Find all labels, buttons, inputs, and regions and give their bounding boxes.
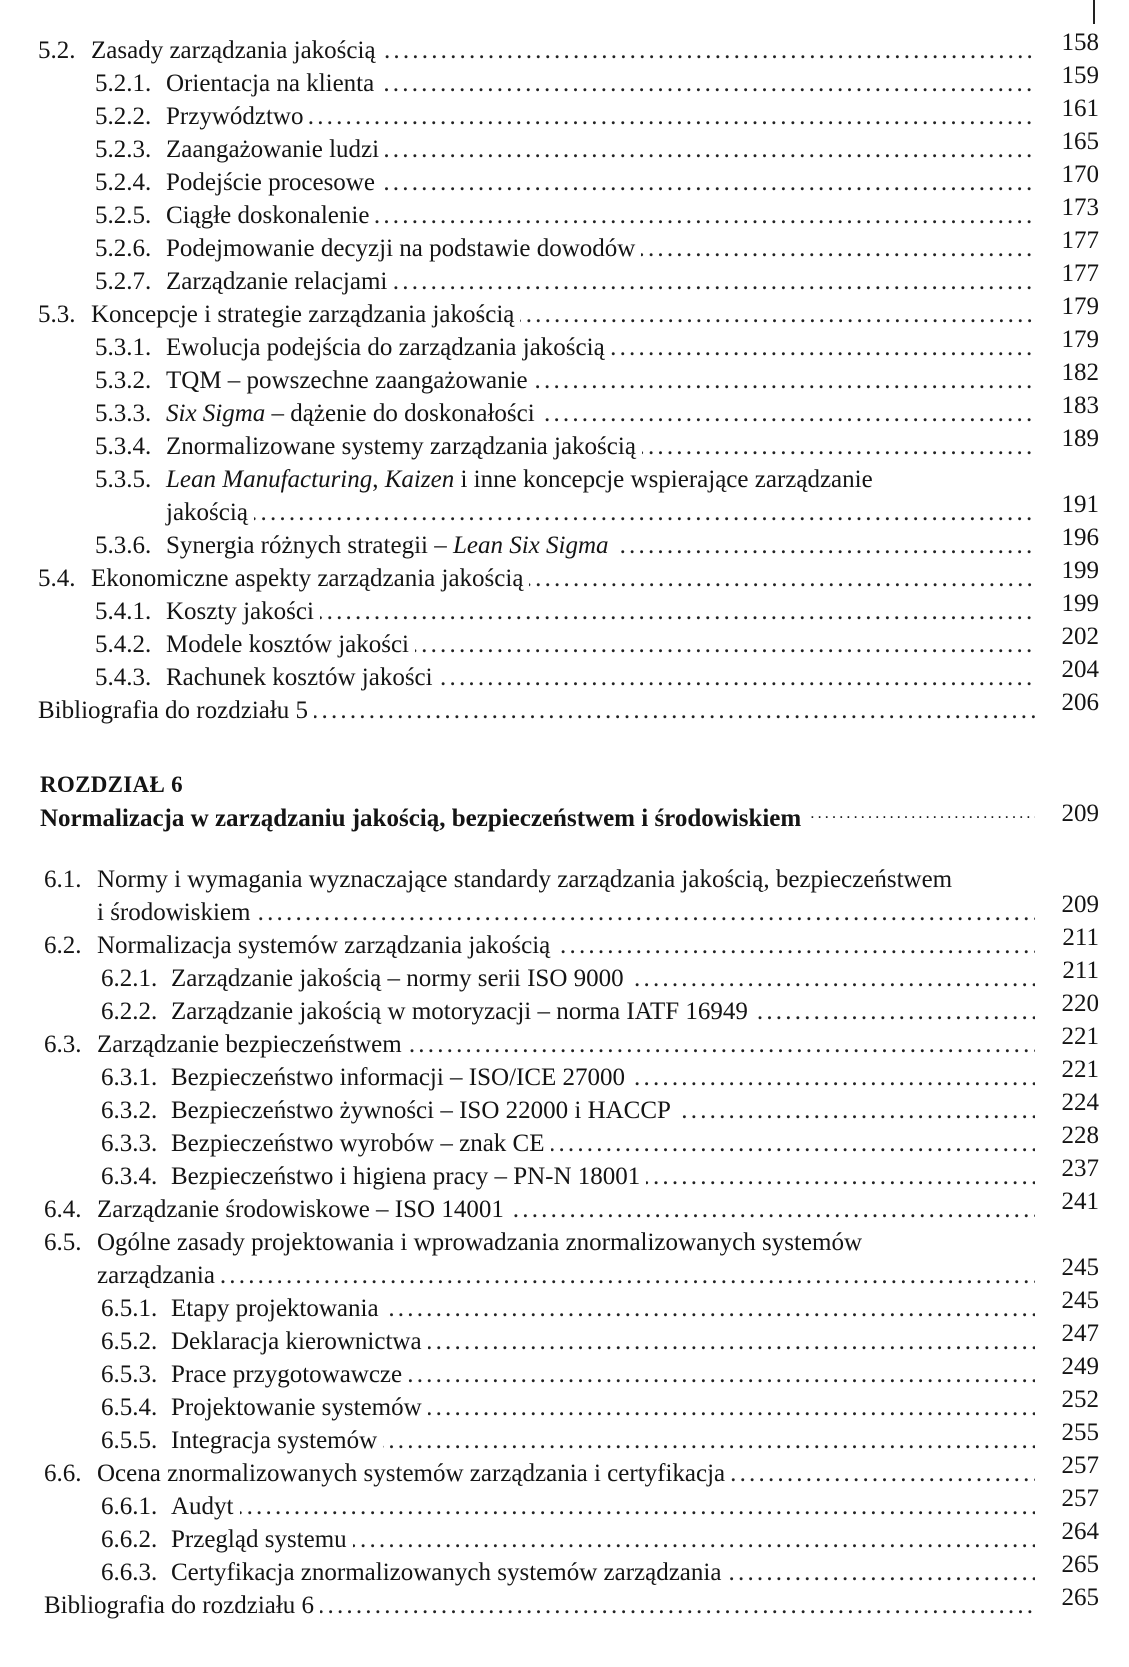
entry-title-continued: zarządzania [97, 1259, 221, 1292]
entry-title: Ekonomiczne aspekty zarządzania jakością [91, 562, 529, 595]
toc-entry [0, 1023, 1129, 1061]
entry-title: Zarządzanie jakością w motoryzacji – norma IATF 16949 [171, 995, 754, 1028]
entry-title: Certyfikacja znormalizowanych systemów zarządzania [171, 1556, 727, 1589]
entry-page: 179 [1061, 326, 1099, 353]
entry-number: 5.4.2. [95, 631, 152, 658]
toc-entry [0, 62, 1129, 100]
entry-number: 5.3. [38, 301, 76, 328]
entry-title: Ewolucja podejścia do zarządzania jakością [166, 331, 611, 364]
entry-number: 5.3.1. [95, 334, 152, 361]
entry-title: Zarządzanie bezpieczeństwem [97, 1028, 408, 1061]
entry-page: 221 [1061, 1023, 1099, 1050]
entry-number: 6.4. [44, 1196, 82, 1223]
entry-page: 252 [1061, 1386, 1099, 1413]
toc-entry [0, 1485, 1129, 1523]
entry-title: Zarządzanie jakością – normy serii ISO 9000 [171, 962, 630, 995]
entry-title: Audyt [171, 1490, 240, 1523]
entry-title [166, 529, 615, 562]
entry-page: 204 [1061, 656, 1099, 683]
entry-number: 5.4.3. [95, 664, 152, 691]
entry-page: 179 [1061, 293, 1099, 320]
entry-number: 6.2.2. [101, 998, 158, 1025]
entry-title: Normy i wymagania wyznaczające standardy zarządzania jakością, bezpieczeństwem [97, 863, 958, 896]
page-edge-mark [1093, 0, 1095, 24]
entry-page: 173 [1061, 194, 1099, 221]
entry-title: Zarządzanie środowiskowe – ISO 14001 [97, 1193, 510, 1226]
toc-entry [0, 863, 1129, 929]
toc-entry [0, 924, 1129, 962]
entry-page: 245 [1061, 1287, 1099, 1314]
dot-leader [171, 1490, 1035, 1523]
italic-term: Six Sigma [166, 400, 266, 427]
entry-number: 5.3.2. [95, 367, 152, 394]
entry-number: 5.3.6. [95, 532, 152, 559]
toc-entry [0, 957, 1129, 995]
chapter-title: Normalizacja w zarządzaniu jakością, bezpieczeństwem i środowiskiem [40, 805, 807, 833]
entry-title [166, 397, 541, 430]
entry-title: Etapy projektowania [171, 1292, 385, 1325]
entry-title [166, 463, 879, 496]
toc-entry [0, 1056, 1129, 1094]
toc-entry [0, 425, 1129, 463]
toc-entry [0, 1551, 1129, 1589]
entry-number: 5.3.3. [95, 400, 152, 427]
entry-number: 6.6.1. [101, 1493, 158, 1520]
entry-page: 257 [1061, 1452, 1099, 1479]
entry-number: 6.5.4. [101, 1394, 158, 1421]
entry-page: 191 [1061, 491, 1099, 518]
toc-entry-bibliography [0, 689, 1129, 727]
toc-entry [0, 557, 1129, 595]
toc-entry [0, 990, 1129, 1028]
italic-term: Kaizen [384, 466, 455, 493]
entry-title-continued: i środowiskiem [97, 896, 256, 929]
entry-page: 199 [1061, 557, 1099, 584]
entry-title: Ogólne zasady projektowania i wprowadzania znormalizowanych systemów [97, 1226, 868, 1259]
entry-page: 158 [1061, 29, 1099, 56]
toc-entry [0, 293, 1129, 331]
entry-title: Normalizacja systemów zarządzania jakością [97, 929, 556, 962]
toc-entry [0, 463, 1129, 529]
entry-page: 183 [1061, 392, 1099, 419]
toc-entry [0, 1353, 1129, 1391]
entry-number: 6.3.1. [101, 1064, 158, 1091]
entry-title: Bezpieczeństwo informacji – ISO/ICE 27000 [171, 1061, 631, 1094]
entry-page: 211 [1062, 924, 1099, 951]
entry-title: Modele kosztów jakości [166, 628, 415, 661]
entry-number: 5.3.5. [95, 466, 152, 493]
title-text: , [372, 466, 385, 493]
italic-term: Lean Manufacturing [166, 466, 373, 493]
toc-entry [0, 1518, 1129, 1556]
entry-title: Bezpieczeństwo żywności – ISO 22000 i HACCP [171, 1094, 677, 1127]
entry-number: 6.6. [44, 1460, 82, 1487]
title-text: – dążenie do doskonałości [265, 400, 535, 427]
toc-entry [0, 1188, 1129, 1226]
dot-leader [166, 496, 1035, 529]
toc-entry [0, 161, 1129, 199]
entry-title: Projektowanie systemów [171, 1391, 428, 1424]
entry-page: 206 [1061, 689, 1099, 716]
entry-number: 6.5. [44, 1229, 82, 1256]
toc-entry [0, 392, 1129, 430]
entry-page: 165 [1061, 128, 1099, 155]
toc-entry [0, 194, 1129, 232]
entry-number: 5.4.1. [95, 598, 152, 625]
entry-page: 220 [1061, 990, 1099, 1017]
entry-title: Prace przygotowawcze [171, 1358, 408, 1391]
toc-entry [0, 524, 1129, 562]
entry-page: 265 [1061, 1551, 1099, 1578]
entry-page: 224 [1061, 1089, 1099, 1116]
toc-entry-bibliography [0, 1584, 1129, 1622]
entry-page: 249 [1061, 1353, 1099, 1380]
entry-page: 264 [1061, 1518, 1099, 1545]
entry-number: 5.2.3. [95, 136, 152, 163]
chapter-label: ROZDZIAŁ 6 [40, 772, 183, 797]
entry-number: 6.6.3. [101, 1559, 158, 1586]
entry-number: 5.2. [38, 37, 76, 64]
entry-number: 5.4. [38, 565, 76, 592]
entry-title: Znormalizowane systemy zarządzania jakością [166, 430, 642, 463]
toc-entry [0, 1386, 1129, 1424]
entry-number: 6.2. [44, 932, 82, 959]
entry-title: Bibliografia do rozdziału 5 [38, 694, 314, 727]
entry-number: 5.2.7. [95, 268, 152, 295]
entry-number: 6.3.2. [101, 1097, 158, 1124]
entry-title: Bibliografia do rozdziału 6 [44, 1589, 320, 1622]
entry-number: 5.2.6. [95, 235, 152, 262]
toc-entry [0, 1089, 1129, 1127]
toc-entry [0, 260, 1129, 298]
entry-page: 161 [1061, 95, 1099, 122]
entry-title: Rachunek kosztów jakości [166, 661, 439, 694]
toc-entry [0, 359, 1129, 397]
entry-title: Koncepcje i strategie zarządzania jakością [91, 298, 520, 331]
entry-page: 177 [1061, 260, 1099, 287]
entry-page: 245 [1061, 1254, 1099, 1281]
entry-page: 237 [1061, 1155, 1099, 1182]
entry-number: 6.3.4. [101, 1163, 158, 1190]
entry-title: Przywództwo [166, 100, 309, 133]
entry-page: 241 [1061, 1188, 1099, 1215]
entry-title: Zasady zarządzania jakością [91, 34, 382, 67]
entry-title: Podejście procesowe [166, 166, 381, 199]
entry-title: Zaangażowanie ludzi [166, 133, 385, 166]
entry-title: Przegląd systemu [171, 1523, 353, 1556]
entry-title: Koszty jakości [166, 595, 320, 628]
toc-entry [0, 326, 1129, 364]
entry-page: 265 [1061, 1584, 1099, 1611]
toc-entry [0, 1226, 1129, 1292]
entry-title: Bezpieczeństwo i higiena pracy – PN-N 18001 [171, 1160, 646, 1193]
toc-entry [0, 29, 1129, 67]
entry-number: 5.2.1. [95, 70, 152, 97]
entry-page: 159 [1061, 62, 1099, 89]
toc-entry [0, 128, 1129, 166]
entry-page: 221 [1061, 1056, 1099, 1083]
toc-entry [0, 227, 1129, 265]
entry-page: 209 [1061, 891, 1099, 918]
entry-number: 6.2.1. [101, 965, 158, 992]
entry-title: Integracja systemów [171, 1424, 383, 1457]
entry-number: 6.1. [44, 866, 82, 893]
entry-number: 5.2.4. [95, 169, 152, 196]
entry-page: 189 [1061, 425, 1099, 452]
entry-title: Zarządzanie relacjami [166, 265, 393, 298]
toc-entry [0, 1452, 1129, 1490]
entry-number: 6.6.2. [101, 1526, 158, 1553]
entry-page: 196 [1061, 524, 1099, 551]
entry-title: TQM – powszechne zaangażowanie [166, 364, 534, 397]
entry-title: Deklaracja kierownictwa [171, 1325, 428, 1358]
entry-page: 202 [1061, 623, 1099, 650]
entry-number: 6.3. [44, 1031, 82, 1058]
entry-page: 182 [1061, 359, 1099, 386]
entry-page: 170 [1061, 161, 1099, 188]
entry-number: 6.5.3. [101, 1361, 158, 1388]
entry-number: 6.3.3. [101, 1130, 158, 1157]
toc-entry [0, 1122, 1129, 1160]
entry-number: 6.5.1. [101, 1295, 158, 1322]
entry-page: 177 [1061, 227, 1099, 254]
toc-entry [0, 95, 1129, 133]
entry-number: 5.3.4. [95, 433, 152, 460]
toc-entry [0, 1419, 1129, 1457]
dot-leader [97, 1259, 1035, 1292]
title-text: i inne koncepcje wspierające zarządzanie [454, 466, 873, 493]
title-text: Synergia różnych strategii – [166, 532, 453, 559]
entry-page: 211 [1062, 957, 1099, 984]
entry-title-continued: jakością [166, 496, 254, 529]
entry-page: 257 [1061, 1485, 1099, 1512]
entry-title: Bezpieczeństwo wyrobów – znak CE [171, 1127, 551, 1160]
toc-entry [0, 623, 1129, 661]
entry-title: Podejmowanie decyzji na podstawie dowodów [166, 232, 641, 265]
entry-number: 6.5.5. [101, 1427, 158, 1454]
entry-title: Ciągłe doskonalenie [166, 199, 375, 232]
entry-page: 255 [1061, 1419, 1099, 1446]
entry-title: Orientacja na klienta [166, 67, 380, 100]
entry-number: 5.2.5. [95, 202, 152, 229]
toc-entry [0, 590, 1129, 628]
toc-entry [0, 656, 1129, 694]
entry-page: 228 [1061, 1122, 1099, 1149]
toc-entry [0, 1155, 1129, 1193]
entry-page: 199 [1061, 590, 1099, 617]
entry-number: 5.2.2. [95, 103, 152, 130]
toc-entry [0, 1320, 1129, 1358]
toc-entry [0, 1287, 1129, 1325]
entry-number: 6.5.2. [101, 1328, 158, 1355]
chapter-page: 209 [1061, 800, 1099, 827]
entry-title: Ocena znormalizowanych systemów zarządzania i certyfikacja [97, 1457, 731, 1490]
entry-page: 247 [1061, 1320, 1099, 1347]
italic-term: Lean Six Sigma [452, 532, 609, 559]
